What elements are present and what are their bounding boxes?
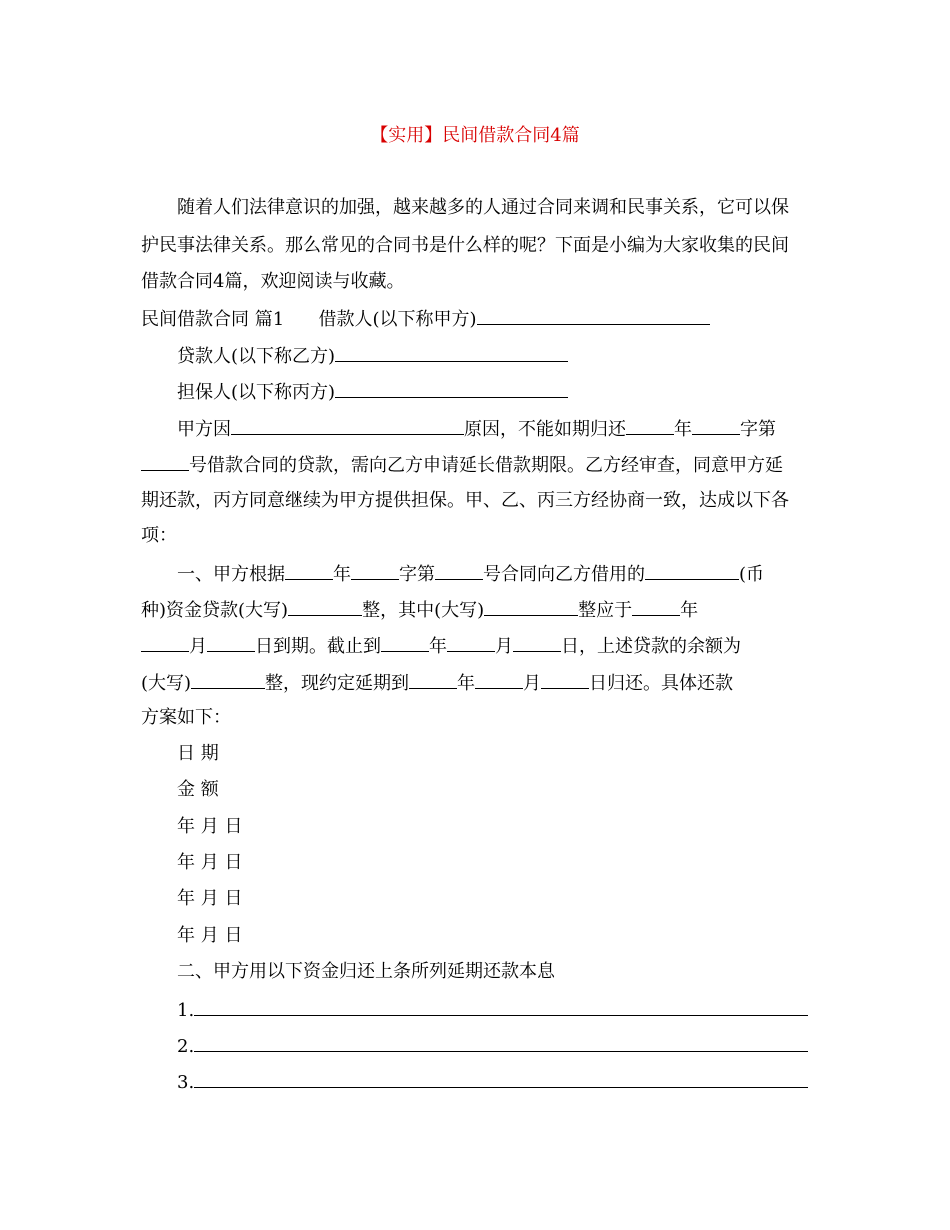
- guarantor-line: [177, 379, 568, 405]
- clause1-text-f: 种)资金贷款(大写): [141, 600, 289, 621]
- intro-line-1: 随着人们法律意识的加强，越来越多的人通过合同来调和民事关系，它可以保: [177, 197, 789, 218]
- clause1-text-g: 整，其中(大写): [362, 600, 485, 621]
- blank: [288, 597, 362, 616]
- para1-line-1: [177, 416, 776, 442]
- clause1-text-e: (币: [739, 564, 765, 585]
- clause1-text-m: 月: [495, 636, 513, 657]
- blank: [409, 670, 457, 689]
- clause1-text-b: 年: [333, 564, 351, 585]
- blank: [513, 633, 561, 652]
- intro-line-2: 护民事法律关系。那么常见的合同书是什么样的呢？下面是小编为大家收集的民间: [141, 235, 789, 256]
- clause1-text-q: 年: [457, 673, 476, 694]
- para1-line-2: [141, 452, 783, 478]
- schedule-date-label: 日 期: [177, 743, 219, 764]
- blank: [632, 597, 680, 616]
- title-bracket: 【实用】: [370, 125, 443, 146]
- borrower-blank: [477, 306, 710, 325]
- clause1-line-3: [141, 633, 741, 659]
- blank: [141, 633, 189, 652]
- para1-line-3: 期还款，丙方同意继续为甲方提供担保。甲、乙、丙三方经协商一致，达成以下各: [141, 490, 789, 511]
- clause2-item: [177, 997, 808, 1023]
- blank: [447, 633, 495, 652]
- word-blank: [692, 416, 740, 435]
- lender-line: [177, 343, 568, 369]
- para1-text-e: 号借款合同的贷款，需向乙方申请延长借款期限。乙方经审查，同意甲方延: [189, 455, 783, 476]
- blank: [475, 670, 523, 689]
- year-blank: [626, 416, 674, 435]
- clause1-text-s: 日归还。具体还款: [589, 673, 734, 694]
- clause1-text-l: 年: [429, 636, 447, 657]
- title-text: 民间借款合同4篇: [442, 125, 580, 146]
- clause1-text-h: 整应于: [578, 600, 633, 621]
- clause2-item: [177, 1069, 808, 1095]
- blank: [285, 561, 333, 580]
- clause1-text-k: 日到期。截止到: [255, 636, 381, 657]
- clause2-item-number: 3.: [177, 1072, 195, 1093]
- document-title: [0, 124, 950, 148]
- para1-text-c: 年: [674, 419, 692, 440]
- clause1-text-o: (大写): [141, 673, 192, 694]
- schedule-row: 年 月 日: [177, 816, 243, 837]
- blank: [207, 633, 255, 652]
- clause2-heading: 二、甲方用以下资金归还上条所列延期还款本息: [177, 961, 555, 982]
- clause1-text-r: 月: [523, 673, 542, 694]
- blank: [541, 670, 589, 689]
- clause2-item-blank: [194, 1033, 808, 1052]
- contract-no-blank: [141, 452, 189, 471]
- schedule-row: 年 月 日: [177, 925, 243, 946]
- clause2-item: [177, 1033, 808, 1059]
- guarantor-blank: [335, 379, 568, 398]
- clause1-text-a: 一、甲方根据: [177, 564, 285, 585]
- clause1-text-j: 月: [189, 636, 207, 657]
- schedule-row: 年 月 日: [177, 888, 243, 909]
- clause1-text-n: 日，上述贷款的余额为: [561, 636, 741, 657]
- borrower-label: 借款人(以下称甲方): [318, 309, 477, 330]
- intro-line-3: 借款合同4篇，欢迎阅读与收藏。: [141, 271, 405, 292]
- lender-label: 贷款人(以下称乙方): [177, 346, 336, 367]
- para1-line-4: 项：: [141, 525, 177, 546]
- reason-blank: [231, 416, 464, 435]
- clause1-line-4: [141, 670, 733, 696]
- schedule-amount-label: 金 额: [177, 779, 219, 800]
- section1-heading: 民间借款合同 篇1: [141, 309, 285, 330]
- para1-text-a: 甲方因: [177, 419, 231, 440]
- para1-text-b: 原因，不能如期归还: [464, 419, 626, 440]
- blank: [191, 670, 265, 689]
- clause2-item-number: 2.: [177, 1036, 195, 1057]
- blank: [351, 561, 399, 580]
- clause1-text-p: 整，现约定延期到: [265, 673, 410, 694]
- clause1-line-1: [177, 561, 764, 587]
- clause2-item-blank: [194, 997, 808, 1016]
- blank: [381, 633, 429, 652]
- clause1-text-c: 字第: [399, 564, 435, 585]
- para1-text-d: 字第: [740, 419, 776, 440]
- section1-line: [141, 306, 710, 332]
- clause2-item-number: 1.: [177, 1000, 195, 1021]
- lender-blank: [335, 343, 568, 362]
- clause1-line-5: 方案如下：: [141, 707, 231, 728]
- blank: [484, 597, 578, 616]
- clause1-text-d: 号合同向乙方借用的: [483, 564, 645, 585]
- clause1-text-i: 年: [680, 600, 699, 621]
- guarantor-label: 担保人(以下称丙方): [177, 382, 336, 403]
- blank: [645, 561, 739, 580]
- clause2-item-blank: [194, 1069, 808, 1088]
- schedule-row: 年 月 日: [177, 852, 243, 873]
- blank: [435, 561, 483, 580]
- clause1-line-2: [141, 597, 698, 623]
